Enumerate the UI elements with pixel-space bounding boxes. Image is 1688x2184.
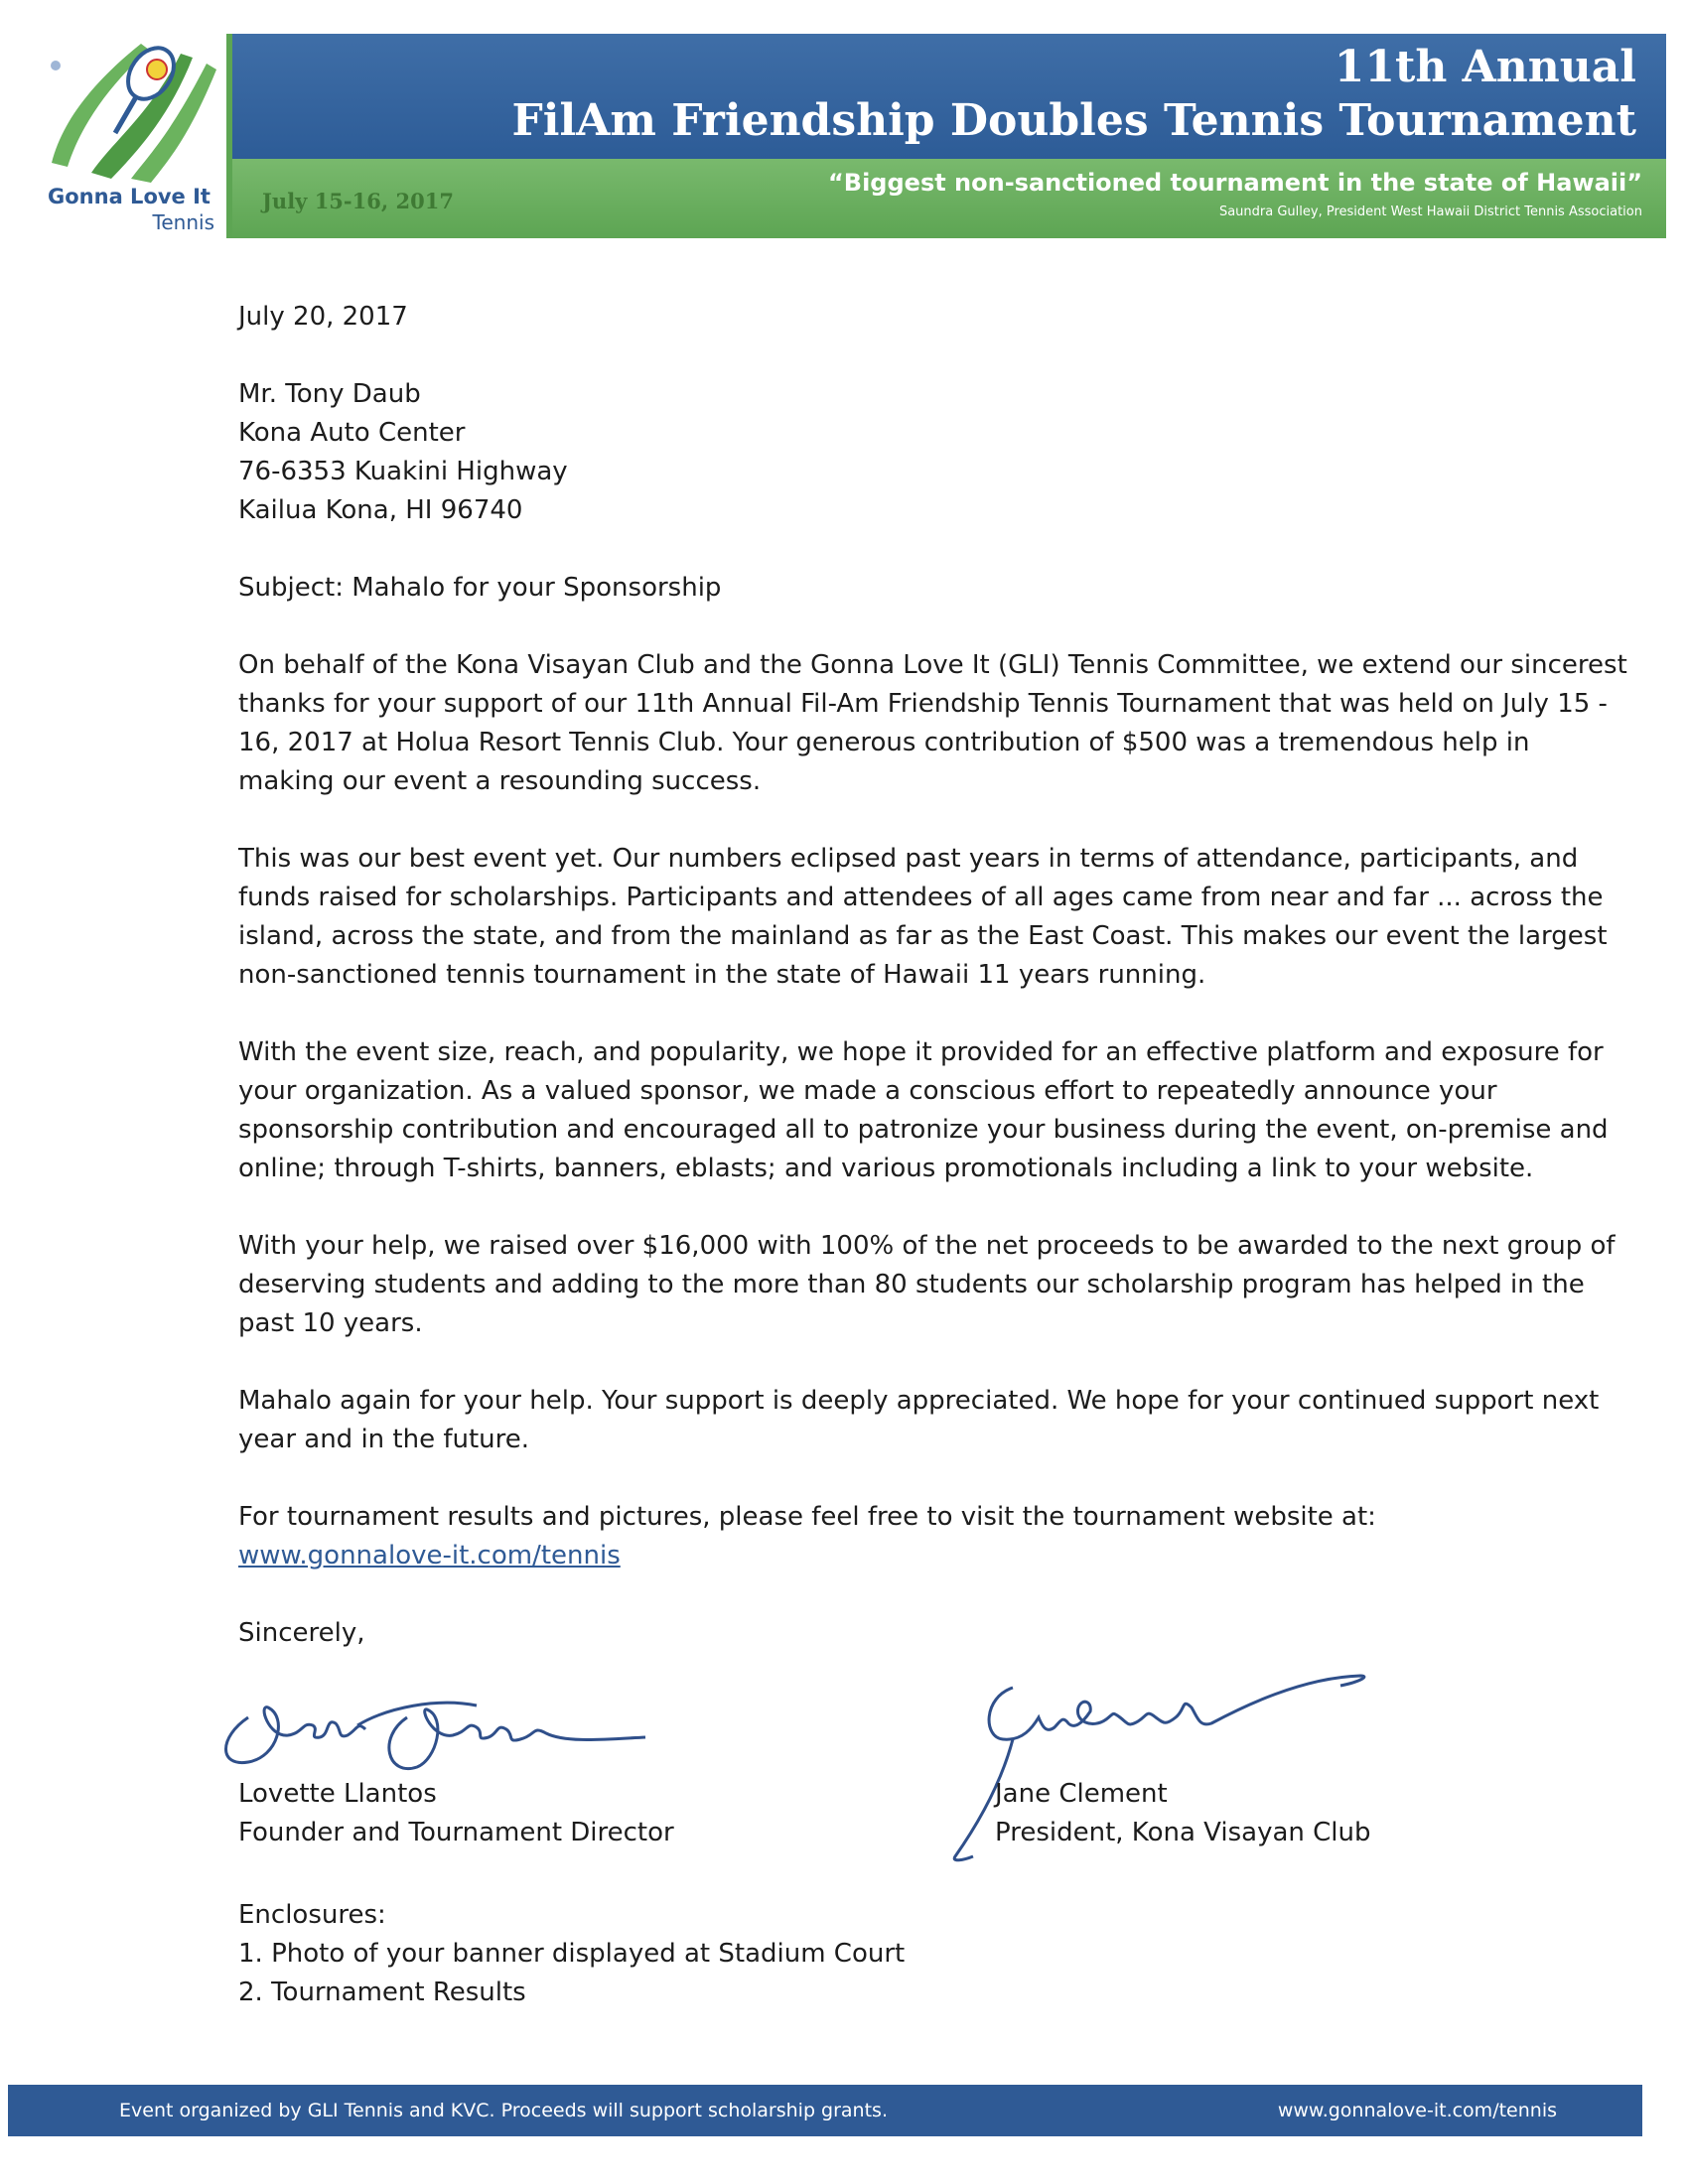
- website-paragraph: [238, 1498, 1628, 1575]
- signer-name: Lovette Llantos: [238, 1779, 437, 1809]
- recipient-address: [238, 375, 1628, 530]
- website-intro: For tournament results and pictures, please feel free to visit the tournament website at:: [238, 1502, 1376, 1532]
- logo-title: Gonna Love It: [48, 185, 211, 208]
- footer-bar: [8, 2085, 1642, 2136]
- address-line: Mr. Tony Daub: [238, 379, 421, 409]
- signature-left: [238, 1775, 674, 1852]
- banner-dates: July 15-16, 2017: [262, 189, 454, 213]
- body-paragraph: This was our best event yet. Our numbers eclipsed past years in terms of attendance, participants, and funds raised for scholarships. Participants and attendees of all ages came from near and far ... across the island, across the state, and from the mainland as far as the East Coast. This makes our event the largest non-sanctioned tennis tournament in the state of Hawaii 11 years running.: [238, 844, 1608, 990]
- signer-title: President, Kona Visayan Club: [995, 1818, 1371, 1847]
- banner-quote: “Biggest non-sanctioned tournament in the state of Hawaii”: [828, 169, 1642, 197]
- signer-title: Founder and Tournament Director: [238, 1818, 674, 1847]
- signer-name: Jane Clement: [995, 1779, 1168, 1809]
- body-paragraph: With the event size, reach, and popularity, we hope it provided for an effective platform and exposure for your organization. As a valued sponsor, we made a conscious effort to repeatedly announce your sponsorship contribution and encouraged all to patronize your business during the event, on-premise and online; through T-shirts, banners, eblasts; and various promotionals including a link to your website.: [238, 1037, 1609, 1183]
- enclosure-item: 2. Tournament Results: [238, 1978, 526, 2007]
- address-line: 76-6353 Kuakini Highway: [238, 457, 568, 486]
- logo-subtitle: Tennis: [152, 210, 214, 234]
- letterhead-banner: [28, 34, 1666, 238]
- address-line: Kona Auto Center: [238, 418, 466, 448]
- signature-left-image: [209, 1678, 665, 1787]
- footer-note: Event organized by GLI Tennis and KVC. Proceeds will support scholarship grants.: [119, 2100, 888, 2121]
- letter-body: [238, 298, 1628, 1653]
- website-link[interactable]: www.gonnalove-it.com/tennis: [238, 1541, 621, 1570]
- body-paragraph: With your help, we raised over $16,000 with 100% of the net proceeds to be awarded to the next group of deserving students and adding to the more than 80 students our scholarship program has helped in the past 10 years.: [238, 1231, 1616, 1338]
- body-paragraph: On behalf of the Kona Visayan Club and the Gonna Love It (GLI) Tennis Committee, we extend our sincerest thanks for your support of our 11th Annual Fil-Am Friendship Tennis Tournament that was held on July 15 - 16, 2017 at Holua Resort Tennis Club. Your generous contribution of $500 was a tremendous help in making our event a resounding success.: [238, 650, 1627, 796]
- address-line: Kailua Kona, HI 96740: [238, 495, 523, 525]
- body-paragraph: Mahalo again for your help. Your support is deeply appreciated. We hope for your continued support next year and in the future.: [238, 1386, 1600, 1454]
- banner-edition: 11th Annual: [1334, 42, 1636, 92]
- footer-website[interactable]: www.gonnalove-it.com/tennis: [1277, 2100, 1557, 2121]
- enclosure-item: 1. Photo of your banner displayed at Stadium Court: [238, 1939, 906, 1969]
- letter-subject: Subject: Mahalo for your Sponsorship: [238, 573, 722, 603]
- gli-tennis-logo: [28, 34, 232, 238]
- signature-right: [995, 1775, 1371, 1852]
- letter-closing: Sincerely,: [238, 1618, 365, 1648]
- tennis-player-logo-icon: [32, 34, 226, 183]
- banner-quote-attribution: Saundra Gulley, President West Hawaii District Tennis Association: [1218, 205, 1642, 219]
- letter-date: July 20, 2017: [238, 302, 408, 332]
- enclosures-heading: Enclosures:: [238, 1900, 386, 1930]
- enclosures: [238, 1896, 1430, 2012]
- banner-title: FilAm Friendship Doubles Tennis Tournament: [511, 95, 1636, 146]
